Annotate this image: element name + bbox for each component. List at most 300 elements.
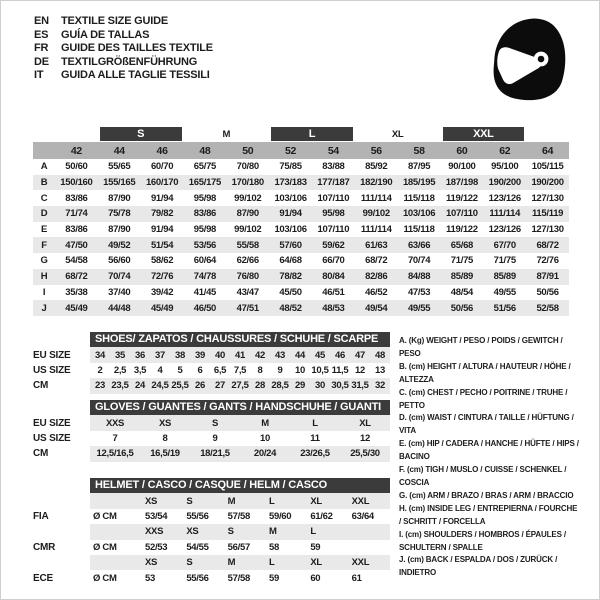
- size-value: 36: [130, 347, 150, 362]
- size-value: 28: [250, 378, 270, 393]
- size-value: 43: [270, 347, 290, 362]
- size-group-label: L: [271, 127, 353, 141]
- measurement-letter: F: [33, 237, 55, 253]
- measurement-value: 87/90: [226, 206, 269, 222]
- size-value: 6: [197, 364, 203, 376]
- helmet-header-spacer: [33, 478, 90, 493]
- language-title-list: [34, 15, 213, 83]
- size-value: 48: [370, 347, 390, 362]
- measurement-value: 150/160: [55, 175, 98, 191]
- row-spacer: [33, 524, 90, 539]
- measurement-value: 84/88: [398, 269, 441, 285]
- measurement-value: 51/54: [141, 237, 184, 253]
- measurement-value: 68/72: [55, 269, 98, 285]
- legend-item-h: H. (cm) INSIDE LEG / ENTREPIERNA / FOURCHE / SCHRITT / FORCELLA: [399, 503, 578, 526]
- measurement-row-a: [33, 159, 569, 175]
- numeric-size-44: 44: [98, 142, 141, 159]
- measurement-value: 87/95: [407, 161, 431, 173]
- row-label: CM: [33, 380, 49, 392]
- size-value: 25,5: [170, 378, 190, 393]
- measurement-value: 111/114: [483, 206, 526, 222]
- measurement-row-i: [33, 285, 569, 301]
- measurement-value: 107/110: [317, 224, 350, 236]
- size-value: 47: [350, 347, 370, 362]
- measurement-value: 35/38: [65, 286, 88, 298]
- size-group-spacer: [33, 126, 98, 142]
- size-value: 35: [110, 347, 130, 362]
- measurement-value: 83/86: [65, 192, 88, 204]
- size-value: 27: [210, 378, 230, 393]
- numeric-size-60: 60: [441, 142, 484, 159]
- helmet-size-label: XXL: [349, 555, 390, 570]
- measurement-value: 107/110: [441, 206, 484, 222]
- guide-title-es: GUÍA DE TALLAS: [61, 28, 150, 41]
- measurement-row-e: [33, 222, 569, 238]
- legend-item-j: J. (cm) BACK / ESPALDA / DOS / ZURÜCK / INDIETRO: [399, 555, 558, 578]
- helmet-size-label: S: [225, 524, 266, 539]
- measurement-value: 170/180: [226, 175, 269, 191]
- size-value: 9: [277, 364, 283, 376]
- unit-label: Ø CM: [93, 541, 117, 553]
- measurement-value: 123/126: [488, 192, 521, 204]
- measurement-value: 105/115: [531, 161, 564, 173]
- legend-item-i: I. (cm) SHOULDERS / HOMBROS / ÉPAULES / SCHULTERN / SPALLE: [399, 529, 566, 552]
- helmet-size-label: M: [225, 493, 266, 508]
- size-value: 42: [250, 347, 270, 362]
- measurement-letter: A: [40, 161, 48, 173]
- guide-title-de: TEXTILGRÖßENFÜHRUNG: [61, 55, 198, 68]
- numeric-size-42: 42: [55, 142, 98, 159]
- shoes-section-title: SHOES/ ZAPATOS / CHAUSSURES / SCHUHE / SCARPE: [90, 332, 390, 347]
- measurement-value: 87/90: [108, 224, 131, 236]
- size-value: L: [290, 415, 340, 430]
- row-spacer: [33, 555, 90, 570]
- size-value: 39: [190, 347, 210, 362]
- measurement-value: 182/190: [355, 175, 398, 191]
- size-value: 23: [90, 378, 110, 393]
- measurement-value: 103/106: [274, 192, 307, 204]
- size-value: XXS: [90, 415, 140, 430]
- gloves-header-spacer: [33, 400, 90, 415]
- standard-label-ece: ECE: [33, 572, 53, 584]
- measurement-value: 46/50: [184, 300, 227, 316]
- language-code: DE: [34, 55, 49, 68]
- shoes-row-us-size: [33, 363, 390, 378]
- size-value: 41: [230, 347, 250, 362]
- measurement-value: 83/86: [184, 206, 227, 222]
- measurement-letter: D: [33, 206, 55, 222]
- shoes-header-cell: [90, 332, 390, 347]
- size-group-header-row: [33, 126, 569, 142]
- measurement-value: 60/70: [150, 161, 174, 173]
- measurement-value: 68/72: [365, 255, 388, 267]
- size-value: 10: [295, 364, 305, 376]
- row-spacer: [33, 493, 90, 508]
- measurement-value: 47/51: [226, 300, 269, 316]
- measurement-value: 45/49: [141, 300, 184, 316]
- legend-item-e: E. (cm) HIP / CADERA / HANCHE / HÜFTE / HIPS / BACINO: [399, 439, 579, 462]
- helmet-size-value: 53: [145, 572, 155, 584]
- size-value: 9: [212, 432, 218, 444]
- measurement-value: 85/89: [441, 269, 484, 285]
- unit-label: Ø CM: [93, 572, 117, 584]
- measurement-value: 48/54: [450, 286, 474, 298]
- numeric-size-48: 48: [184, 142, 227, 159]
- helmet-size-label: XS: [142, 493, 183, 508]
- size-value: 3,5: [133, 364, 147, 376]
- helmet-size-label: XXS: [142, 524, 183, 539]
- size-value: XS: [140, 415, 190, 430]
- measurement-row-h: [33, 269, 569, 285]
- measurement-value: 190/200: [526, 175, 569, 191]
- measurement-value: 79/82: [141, 206, 184, 222]
- size-value: 10: [260, 432, 270, 444]
- legend-item-c: C. (cm) CHEST / PECHO / POITRINE / TRUHE / PETTO: [399, 387, 568, 410]
- measurement-value: 91/94: [150, 224, 174, 236]
- numeric-size-52: 52: [269, 142, 312, 159]
- size-value: 44: [290, 347, 310, 362]
- measurement-letter: I: [42, 286, 46, 298]
- size-value: 13: [375, 364, 385, 376]
- legend-item-d: D. (cm) WAIST / CINTURA / TAILLE / HÜFTUNG / VITA: [399, 413, 574, 436]
- row-label: CM: [33, 448, 49, 460]
- measurement-value: 80/84: [312, 269, 355, 285]
- helmet-sizes-row-fia: [33, 493, 390, 508]
- gloves-section-title: GLOVES / GUANTES / GANTS / HANDSCHUHE / GUANTI: [90, 400, 390, 415]
- measurement-row-j: [33, 300, 569, 316]
- language-code: IT: [34, 69, 44, 82]
- gloves-row-us-size: [33, 431, 390, 446]
- row-label: US SIZE: [33, 432, 71, 444]
- gloves-size-table: [33, 400, 390, 462]
- size-value: 11: [310, 432, 320, 444]
- shoes-row-eu-size: [33, 347, 390, 362]
- helmet-sizes-row-cmr: [33, 524, 390, 539]
- unit-spacer: [90, 493, 142, 508]
- measurement-value: 70/80: [236, 161, 259, 173]
- size-value: 23/26,5: [290, 446, 340, 461]
- measurement-letter: E: [40, 224, 48, 236]
- measurement-row-c: [33, 190, 569, 206]
- helmet-size-label: XL: [307, 493, 348, 508]
- size-value: S: [190, 415, 240, 430]
- size-group-s: [98, 126, 184, 142]
- helmet-values-row-fia: [33, 509, 390, 524]
- helmet-section-title: HELMET / CASCO / CASQUE / HELM / CASCO: [90, 478, 390, 493]
- measurement-legend: [399, 335, 579, 580]
- helmet-size-value: [349, 540, 390, 555]
- unit-spacer: [90, 555, 142, 570]
- measurement-value: 119/122: [446, 224, 478, 236]
- measurement-value: 44/48: [98, 300, 141, 316]
- language-row-en: [34, 15, 213, 29]
- size-value: 2: [97, 364, 103, 376]
- gloves-row-eu-size: [33, 415, 390, 430]
- measurement-value: 65/68: [441, 237, 484, 253]
- helmet-size-label: [349, 524, 390, 539]
- size-value: 24: [130, 378, 150, 393]
- unit-spacer: [90, 524, 142, 539]
- measurement-value: 49/52: [98, 237, 141, 253]
- numeric-size-header-row: [33, 142, 569, 159]
- measurement-value: 72/76: [536, 255, 559, 267]
- measurement-value: 99/102: [234, 192, 262, 204]
- size-value: 10,5: [311, 364, 329, 376]
- measurement-value: 155/165: [98, 175, 141, 191]
- standard-label-fia: FIA: [33, 510, 49, 522]
- measurement-value: 111/114: [360, 224, 392, 236]
- measurement-value: 45/50: [279, 286, 302, 298]
- measurement-value: 70/74: [98, 269, 141, 285]
- measurement-value: 63/66: [398, 237, 441, 253]
- measurement-value: 76/80: [226, 269, 269, 285]
- measurement-value: 187/198: [441, 175, 484, 191]
- measurement-value: 83/86: [65, 224, 88, 236]
- measurement-value: 66/70: [322, 255, 345, 267]
- helmet-size-value: 52/53: [145, 541, 168, 553]
- measurement-value: 39/42: [150, 286, 174, 298]
- measurement-value: 103/106: [274, 224, 307, 236]
- measurement-value: 53/56: [184, 237, 227, 253]
- helmet-size-value: 53/54: [145, 510, 168, 522]
- measurement-value: 47/53: [407, 286, 431, 298]
- measurement-value: 37/40: [108, 286, 131, 298]
- size-group-label: S: [100, 127, 182, 141]
- measurement-value: 56/60: [108, 255, 131, 267]
- measurement-value: 65/75: [193, 161, 217, 173]
- helmet-header-cell: [90, 478, 390, 493]
- legend-item-g: G. (cm) ARM / BRAZO / BRAS / ARM / BRACCIO: [399, 490, 574, 500]
- size-value: 45: [310, 347, 330, 362]
- measurement-value: 41/45: [193, 286, 217, 298]
- size-value: 37: [150, 347, 170, 362]
- measurement-value: 91/94: [269, 206, 312, 222]
- language-row-de: [34, 56, 213, 70]
- measurement-value: 82/86: [355, 269, 398, 285]
- row-label: EU SIZE: [33, 349, 71, 361]
- measurement-value: 74/78: [184, 269, 227, 285]
- size-group-m: M: [222, 128, 231, 140]
- numeric-size-58: 58: [398, 142, 441, 159]
- helmet-size-value: 59/60: [268, 510, 292, 522]
- guide-title-fr: GUIDE DES TAILLES TEXTILE: [61, 42, 213, 55]
- measurement-value: 107/110: [317, 192, 350, 204]
- measurement-value: 99/102: [234, 224, 262, 236]
- shoes-row-cm: [33, 378, 390, 393]
- size-value: 16,5/19: [140, 446, 190, 461]
- helmet-size-value: 56/57: [227, 541, 250, 553]
- helmet-size-value: 59: [268, 572, 279, 584]
- measurement-value: 160/170: [141, 175, 184, 191]
- measurement-value: 71/75: [493, 255, 516, 267]
- measurement-value: 90/100: [448, 161, 476, 173]
- measurement-row-g: [33, 253, 569, 269]
- measurement-value: 91/94: [150, 192, 174, 204]
- measurement-value: 127/130: [531, 224, 564, 236]
- size-group-spacer: [526, 126, 569, 142]
- legend-item-f: F. (cm) TIGH / MUSLO / CUISSE / SCHENKEL / COSCIA: [399, 465, 567, 487]
- measurement-value: 43/47: [236, 286, 259, 298]
- measurement-value: 95/98: [193, 224, 217, 236]
- helmet-size-label: M: [266, 524, 307, 539]
- measurement-value: 95/98: [193, 192, 217, 204]
- language-code: ES: [34, 28, 49, 41]
- helmet-size-value: 54/55: [186, 541, 209, 553]
- measurement-value: 190/200: [483, 175, 526, 191]
- helmet-size-label: XS: [183, 524, 224, 539]
- size-value: 29: [290, 378, 310, 393]
- measurement-value: 54/58: [65, 255, 88, 267]
- size-value: 12: [360, 432, 370, 444]
- helmet-size-value: 63/64: [351, 510, 374, 522]
- measurement-value: 83/88: [322, 161, 345, 173]
- size-value: 2,5: [113, 364, 127, 376]
- language-row-fr: [34, 42, 213, 56]
- measurement-value: 70/74: [407, 255, 431, 267]
- measurement-value: 78/82: [269, 269, 312, 285]
- size-value: 7,5: [233, 364, 247, 376]
- legend-item-b: B. (cm) HEIGHT / ALTURA / HAUTEUR / HÖHE / ALTEZZA: [399, 361, 571, 384]
- measurement-value: 57/60: [269, 237, 312, 253]
- measurement-value: 46/52: [365, 286, 388, 298]
- measurement-value: 52/58: [526, 300, 569, 316]
- row-label: EU SIZE: [33, 417, 71, 429]
- legend-item-a: A. (Kg) WEIGHT / PESO / POIDS / GEWITCH / PESO: [399, 336, 563, 358]
- measurement-value: 62/66: [236, 255, 259, 267]
- numeric-size-spacer: [33, 142, 55, 159]
- helmet-size-label: S: [183, 493, 224, 508]
- size-value: 12: [355, 364, 365, 376]
- measurement-value: 51/56: [483, 300, 526, 316]
- gloves-header-cell: [90, 400, 390, 415]
- size-value: 12,5/16,5: [90, 446, 140, 461]
- helmet-size-value: 59: [310, 541, 321, 553]
- size-value: 20/24: [240, 446, 290, 461]
- row-label: US SIZE: [33, 364, 71, 376]
- helmet-size-value: 55/56: [186, 572, 209, 584]
- size-group-xl: XL: [391, 128, 404, 140]
- measurement-value: 59/62: [312, 237, 355, 253]
- measurement-value: 72/76: [141, 269, 184, 285]
- language-row-es: [34, 29, 213, 43]
- measurement-value: 87/90: [108, 192, 131, 204]
- measurement-value: 185/195: [398, 175, 441, 191]
- helmet-size-label: L: [266, 493, 307, 508]
- numeric-size-46: 46: [141, 142, 184, 159]
- size-value: 5: [177, 364, 183, 376]
- helmet-size-table: [33, 478, 390, 586]
- size-value: 7: [112, 432, 118, 444]
- size-value: 24,5: [150, 378, 170, 393]
- size-value: 28,5: [270, 378, 290, 393]
- helmet-size-label: XS: [142, 555, 183, 570]
- measurement-value: 60/64: [193, 255, 217, 267]
- language-row-it: [34, 69, 213, 83]
- measurement-letter: C: [40, 192, 48, 204]
- unit-label: Ø CM: [93, 510, 117, 522]
- measurement-row-b: [33, 175, 569, 191]
- measurement-value: 49/54: [355, 300, 398, 316]
- helmet-size-value: 58: [268, 541, 279, 553]
- measurement-value: 165/175: [184, 175, 227, 191]
- measurement-value: 173/183: [269, 175, 312, 191]
- language-code: FR: [34, 42, 49, 55]
- measurement-value: 55/58: [226, 237, 269, 253]
- helmet-size-value: 57/58: [227, 510, 250, 522]
- measurement-letter: G: [40, 255, 48, 267]
- standard-label-cmr: CMR: [33, 541, 56, 553]
- helmet-size-label: M: [225, 555, 266, 570]
- size-value: 8: [162, 432, 168, 444]
- size-value: 46: [330, 347, 350, 362]
- measurement-value: 177/187: [312, 175, 355, 191]
- measurement-value: 75/85: [279, 161, 302, 173]
- size-group-l: [269, 126, 355, 142]
- size-value: 8: [257, 364, 263, 376]
- helmet-values-row-cmr: [33, 540, 390, 555]
- size-group-label: XXL: [443, 127, 525, 141]
- size-value: 11,5: [331, 364, 349, 376]
- language-code: EN: [34, 15, 49, 27]
- measurement-value: 127/130: [531, 192, 564, 204]
- measurement-value: 49/55: [493, 286, 516, 298]
- measurement-value: 99/102: [355, 206, 398, 222]
- measurement-value: 67/70: [483, 237, 526, 253]
- measurement-value: 48/52: [269, 300, 312, 316]
- shoes-size-table: [33, 332, 390, 394]
- measurement-value: 95/100: [491, 161, 519, 173]
- measurement-value: 49/55: [398, 300, 441, 316]
- size-value: 4: [157, 364, 163, 376]
- size-value: 40: [210, 347, 230, 362]
- measurement-row-f: [33, 237, 569, 253]
- measurement-value: 68/72: [526, 237, 569, 253]
- measurement-letter: B: [33, 175, 55, 191]
- size-value: 26: [190, 378, 210, 393]
- measurement-value: 45/49: [55, 300, 98, 316]
- racing-helmet-icon: [484, 9, 576, 109]
- measurement-value: 75/78: [98, 206, 141, 222]
- measurement-value: 111/114: [360, 192, 392, 204]
- size-value: XL: [340, 415, 390, 430]
- measurement-value: 47/50: [55, 237, 98, 253]
- size-value: 32: [370, 378, 390, 393]
- size-value: M: [240, 415, 290, 430]
- measurement-value: 50/56: [536, 286, 559, 298]
- measurement-value: 103/106: [398, 206, 441, 222]
- helmet-size-label: XL: [307, 555, 348, 570]
- helmet-header-row: [33, 478, 390, 493]
- measurement-value: 64/68: [279, 255, 302, 267]
- numeric-size-50: 50: [226, 142, 269, 159]
- size-value: 25,5/30: [340, 446, 390, 461]
- measurement-value: 58/62: [150, 255, 174, 267]
- size-value: 23,5: [110, 378, 130, 393]
- measurement-value: 95/98: [312, 206, 355, 222]
- measurement-value: 87/91: [526, 269, 569, 285]
- size-value: 30: [310, 378, 330, 393]
- measurement-value: 85/92: [365, 161, 388, 173]
- helmet-size-value: 57/58: [227, 572, 250, 584]
- shoes-header-row: [33, 332, 390, 347]
- measurement-value: 55/65: [108, 161, 131, 173]
- size-value: 30,5: [330, 378, 350, 393]
- measurement-value: 123/126: [488, 224, 521, 236]
- measurement-value: 61/63: [355, 237, 398, 253]
- helmet-size-label: L: [266, 555, 307, 570]
- helmet-size-label: S: [183, 555, 224, 570]
- size-value: 34: [90, 347, 110, 362]
